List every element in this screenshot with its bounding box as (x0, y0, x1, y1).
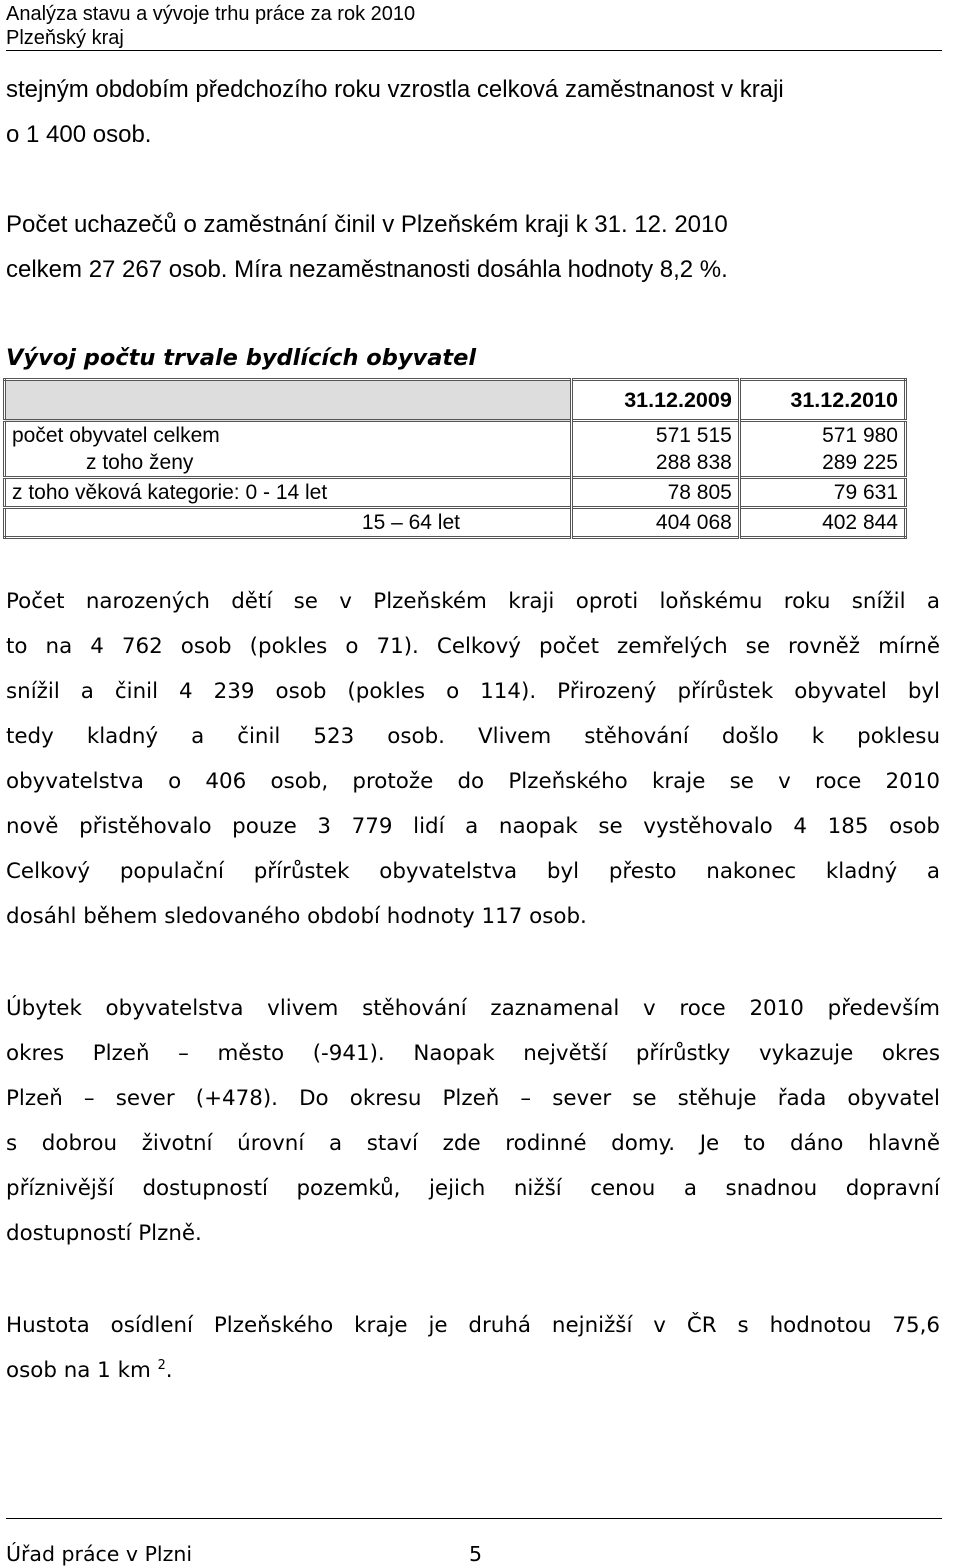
intro-line-4: celkem 27 267 osob. Míra nezaměstnanosti dosáhla hodnoty 8,2 %. (6, 256, 728, 283)
value-2010: 571 980 (822, 423, 898, 447)
paragraph-line: Počet narozených dětí se v Plzeňském kraji oproti loňskému roku snížil a (6, 589, 940, 614)
population-table (3, 378, 907, 539)
document-title: Analýza stavu a vývoje trhu práce za rok 2010 (6, 3, 416, 25)
page-footer (6, 1518, 942, 1566)
value-2010: 79 631 (739, 478, 905, 508)
paragraph-line: okres Plzeň – město (-941). Naopak největší přírůstky vykazuje okres (6, 1041, 940, 1066)
paragraph-density (6, 1303, 940, 1393)
paragraph-line: snížil a činil 4 239 osob (pokles o 114). Přirozený přírůstek obyvatel byl (6, 679, 940, 704)
paragraph-line: Úbytek obyvatelstva vlivem stěhování zaznamenal v roce 2010 především (6, 996, 940, 1021)
table-header-row (5, 380, 906, 421)
paragraph-line (6, 1348, 940, 1393)
value-2009: 78 805 (571, 478, 739, 508)
intro-line-2: o 1 400 osob. (6, 121, 152, 148)
paragraph-line: Plzeň – sever (+478). Do okresu Plzeň – sever se stěhuje řada obyvatel (6, 1086, 940, 1111)
row-label: počet obyvatel celkem (5, 421, 572, 450)
row-label: 15 – 64 let (5, 508, 572, 538)
footer-organization: Úřad práce v Plzni (6, 1542, 193, 1566)
paragraph-line: příznivější dostupností pozemků, jejich nižší cenou a snadnou dopravní (6, 1176, 940, 1201)
paragraph-line: Celkový populační přírůstek obyvatelstva byl přesto nakonec kladný a (6, 859, 940, 884)
value-2010: 289 225 (822, 450, 898, 474)
superscript: 2 (157, 1357, 166, 1373)
value-2009: 571 515 (571, 421, 739, 450)
header-empty-cell (5, 380, 572, 421)
region-name: Plzeňský kraj (6, 27, 124, 49)
paragraph-line: obyvatelstva o 406 osob, protože do Plzeňského kraje se v roce 2010 (6, 769, 940, 794)
value-2009: 404 068 (571, 508, 739, 538)
paragraph-line: dostupností Plzně. (6, 1221, 202, 1246)
table-row (5, 508, 906, 538)
value-2009: 288 838 (571, 449, 739, 478)
paragraph-line: Hustota osídlení Plzeňského kraje je druhá nejnižší v ČR s hodnotou 75,6 (6, 1313, 940, 1338)
column-header-2010: 31.12.2010 (790, 387, 898, 412)
density-text: osob na 1 km (6, 1358, 151, 1383)
intro-line-1: stejným obdobím předchozího roku vzrostla celková zaměstnanost v kraji (6, 76, 784, 103)
page-number: 5 (469, 1542, 483, 1566)
table-row (5, 421, 906, 450)
table-row (5, 449, 906, 478)
paragraph-line: s dobrou životní úrovní a staví zde rodinné domy. Je to dáno hlavně (6, 1131, 940, 1156)
column-header-2009: 31.12.2009 (571, 380, 739, 421)
intro-line-3: Počet uchazečů o zaměstnání činil v Plzeňském kraji k 31. 12. 2010 (6, 211, 728, 238)
period: . (165, 1358, 173, 1383)
paragraph-line: tedy kladný a činil 523 osob. Vlivem stěhování došlo k poklesu (6, 724, 940, 749)
value-2010: 402 844 (739, 508, 905, 538)
paragraph-line: dosáhl během sledovaného období hodnoty 117 osob. (6, 904, 587, 929)
paragraph-births (6, 579, 940, 939)
row-label: z toho ženy (5, 449, 572, 478)
footer-rule (6, 1518, 942, 1519)
table-heading: Vývoj počtu trvale bydlících obyvatel (6, 345, 477, 371)
row-label: z toho věková kategorie: 0 - 14 let (5, 478, 572, 508)
paragraph-migration (6, 986, 940, 1256)
paragraph-line: nově přistěhovalo pouze 3 779 lidí a naopak se vystěhovalo 4 185 osob (6, 814, 940, 839)
header-rule (6, 50, 942, 51)
paragraph-line: to na 4 762 osob (pokles o 71). Celkový počet zemřelých se rovněž mírně (6, 634, 940, 659)
table-row (5, 478, 906, 508)
